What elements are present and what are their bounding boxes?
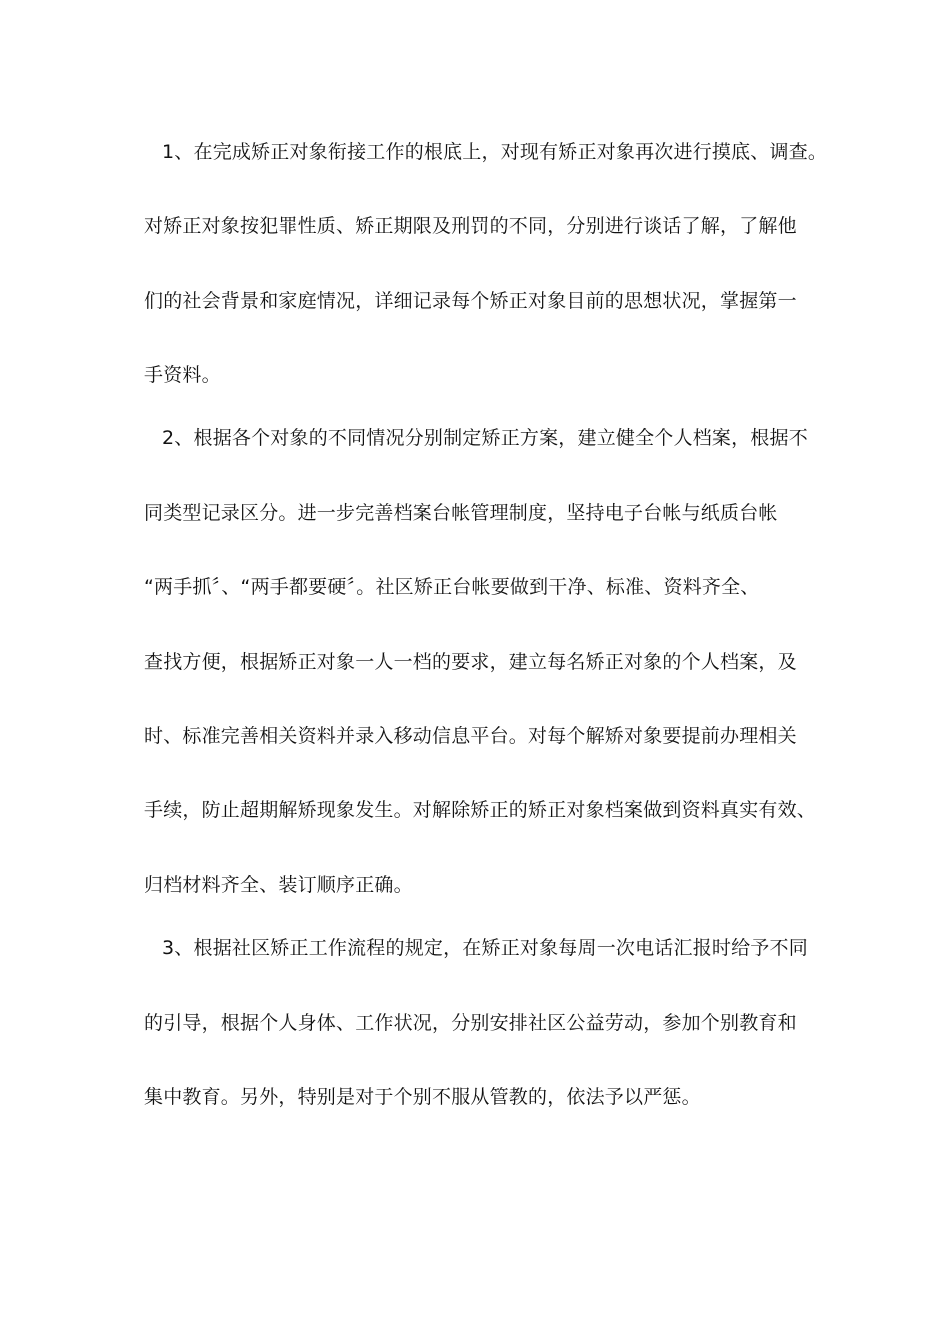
paragraph-2-line-5: 时、标准完善相关资料并录入移动信息平台。对每个解矫对象要提前办理相关 xyxy=(144,725,797,747)
paragraph-2-line-4: 查找方便，根据矫正对象一人一档的要求，建立每名矫正对象的个人档案，及 xyxy=(144,651,797,673)
paragraph-2-line-3: “两手抓〞、“两手都要硬〞。社区矫正台帐要做到干净、标准、资料齐全、 xyxy=(144,576,760,598)
paragraph-1-line-1: 1、在完成矫正对象衔接工作的根底上，对现有矫正对象再次进行摸底、调查。 xyxy=(162,141,828,163)
paragraph-3-line-1: 3、根据社区矫正工作流程的规定，在矫正对象每周一次电话汇报时给予不同 xyxy=(162,937,808,959)
paragraph-2-line-6: 手续，防止超期解矫现象发生。对解除矫正的矫正对象档案做到资料真实有效、 xyxy=(144,799,817,821)
paragraph-2-line-2: 同类型记录区分。进一步完善档案台帐管理制度，坚持电子台帐与纸质台帐 xyxy=(144,502,778,524)
paragraph-2-line-1: 2、根据各个对象的不同情况分别制定矫正方案，建立健全个人档案，根据不 xyxy=(162,427,808,449)
paragraph-1-line-2: 对矫正对象按犯罪性质、矫正期限及刑罚的不同，分别进行谈话了解，了解他 xyxy=(144,215,797,237)
paragraph-3-line-3: 集中教育。另外，特别是对于个别不服从管教的，依法予以严惩。 xyxy=(144,1086,701,1108)
paragraph-3-line-2: 的引导，根据个人身体、工作状况，分别安排社区公益劳动，参加个别教育和 xyxy=(144,1012,797,1034)
paragraph-1-line-4: 手资料。 xyxy=(144,364,221,386)
paragraph-1-line-3: 们的社会背景和家庭情况，详细记录每个矫正对象目前的思想状况，掌握第一 xyxy=(144,290,797,312)
paragraph-2-line-7: 归档材料齐全、装订顺序正确。 xyxy=(144,874,413,896)
